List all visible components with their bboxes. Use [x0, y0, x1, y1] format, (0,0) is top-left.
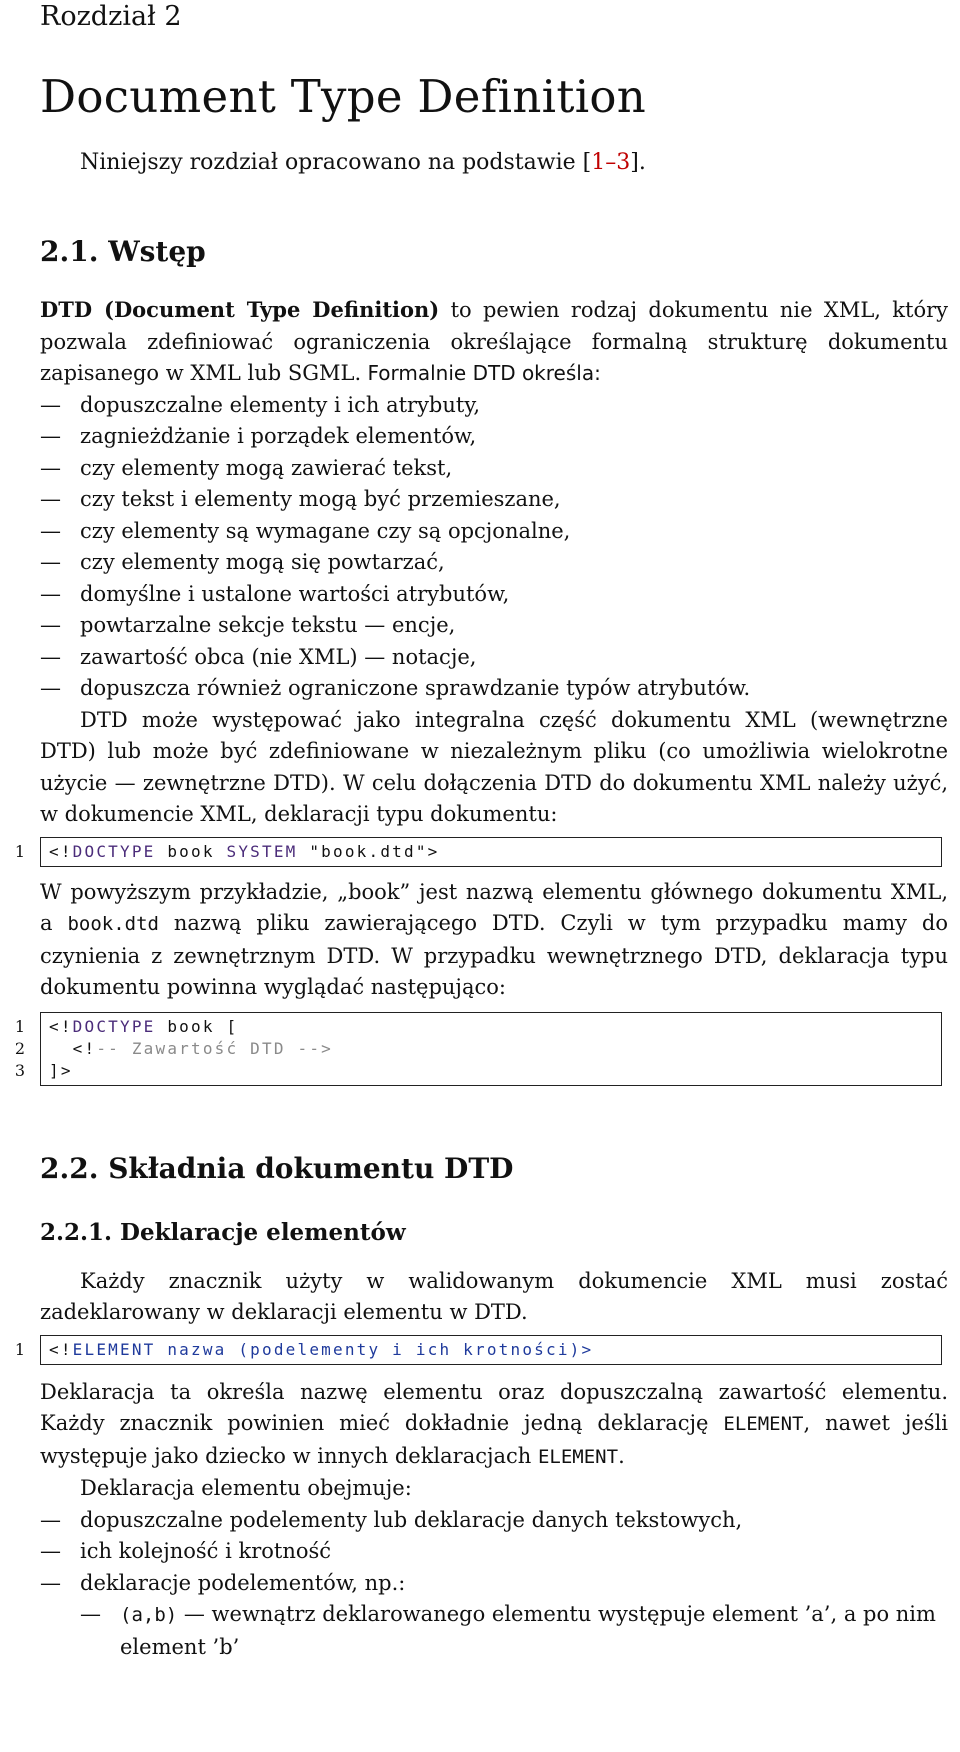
list-item: — zagnieżdżanie i porządek elementów,: [40, 424, 477, 448]
paragraph-example-explanation: W powyższym przykładzie, „book” jest nazwą elementu głównego dokumentu XML, a book.dtd nazwą pliku zawierającego DTD. Czyli w tym przypadku mamy do czynienia z zewnętrznym DTD. W przypadku wewnętrznego DTD, deklaracja typu dokumentu powinna wyglądać następująco:: [40, 879, 948, 999]
code-line: 2 <!-- Zawartość DTD -->: [49, 1038, 941, 1060]
list-item: — dopuszczalne podelementy lub deklaracje danych tekstowych,: [40, 1507, 743, 1532]
declaration-contents-list: [40, 1505, 948, 1600]
list-item: — dopuszczalne elementy i ich atrybuty,: [40, 392, 481, 417]
list-item: — czy elementy mogą zawierać tekst,: [40, 455, 453, 480]
list-item: — powtarzalne sekcje tekstu — encje,: [40, 613, 456, 637]
paragraph-element-requirement: Każdy znacznik użyty w walidowanym dokumencie XML musi zostać zadeklarowany w deklaracji elementu w DTD.: [40, 1268, 948, 1324]
citation-link[interactable]: 1–3: [591, 150, 631, 175]
section-heading-intro: 2.1. Wstęp: [40, 235, 206, 268]
paragraph-element-declaration-description: Deklaracja ta określa nazwę elementu oraz dopuszczalną zawartość elementu. Każdy znacznik powinien mieć dokładnie jedną deklarację ELEMENT, nawet jeśli występuje jako dziecko w innych deklaracjach ELEMENT.: [40, 1379, 949, 1468]
code-line: 3 ]>: [49, 1060, 941, 1082]
list-item: — (a,b) — wewnątrz deklarowanego elementu występuje element ’a’, a po nim element ’b’: [80, 1602, 936, 1659]
paragraph-dtd-usage: DTD może występować jako integralna część dokumentu XML (wewnętrzne DTD) lub może być zdefiniowane w niezależnym pliku (co umożliwia wielokrotne użycie — zewnętrzne DTD). W celu dołączenia DTD do dokumentu XML należy użyć, w dokumencie XML, deklaracji typu dokumentu:: [40, 707, 948, 826]
list-item: — czy tekst i elementy mogą być przemieszane,: [40, 487, 561, 511]
code-line: 1 <!DOCTYPE book SYSTEM "book.dtd">: [49, 841, 941, 863]
paragraph-declaration-includes: Deklaracja elementu obejmuje:: [80, 1476, 412, 1500]
line-number: 1: [14, 1016, 25, 1036]
section-heading-syntax: 2.2. Składnia dokumentu DTD: [40, 1151, 514, 1185]
document-page: [14, 0, 949, 1663]
paragraph-dtd-definition: DTD (Document Type Definition) to pewien rodzaj dokumentu nie XML, który pozwala zdefiniować ograniczenia określające formalną strukturę dokumentu zapisanego w XML lub SGML. Formalnie DTD określa:: [40, 297, 948, 385]
code-line: 1 <!DOCTYPE book [: [49, 1016, 941, 1038]
chapter-title: Document Type Definition: [40, 70, 647, 123]
list-item: — deklaracje podelementów, np.:: [40, 1570, 406, 1595]
code-listing-element-declaration: [14, 1335, 942, 1365]
list-item: — czy elementy są wymagane czy są opcjonalne,: [40, 518, 571, 543]
list-item: — dopuszcza również ograniczone sprawdzanie typów atrybutów.: [40, 676, 751, 700]
line-number: 3: [14, 1060, 25, 1080]
line-number: 1: [14, 1339, 25, 1359]
list-item: — zawartość obca (nie XML) — notacje,: [40, 644, 477, 669]
list-item: — domyślne i ustalone wartości atrybutów,: [40, 581, 510, 606]
list-item: — czy elementy mogą się powtarzać,: [40, 550, 445, 574]
chapter-intro: Niniejszy rozdział opracowano na podstawie [1–3].: [80, 150, 646, 175]
declaration-examples-sublist: [80, 1599, 948, 1663]
line-number: 2: [14, 1038, 25, 1058]
list-item: — ich kolejność i krotność: [40, 1539, 332, 1563]
line-number: 1: [14, 841, 25, 861]
dtd-features-list: [40, 390, 948, 705]
code-listing-doctype-external: [14, 837, 942, 867]
subsection-heading-element-declarations: 2.2.1. Deklaracje elementów: [40, 1218, 406, 1246]
chapter-label: Rozdział 2: [40, 1, 182, 32]
code-listing-doctype-internal: [14, 1012, 942, 1086]
code-line: 1 <!ELEMENT nazwa (podelementy i ich krotności)>: [49, 1339, 941, 1361]
